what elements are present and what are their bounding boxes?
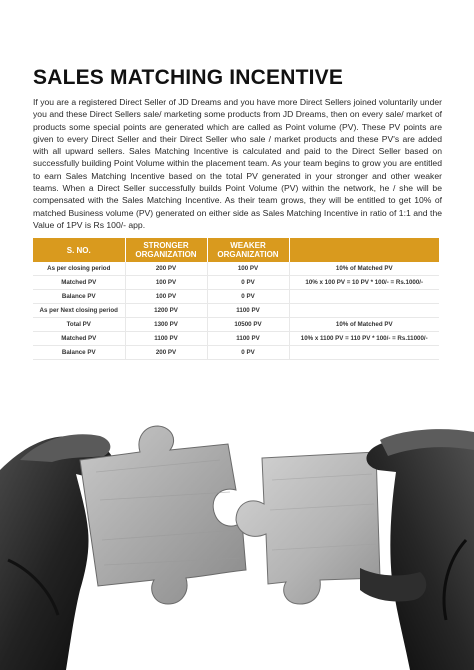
table-row xyxy=(33,290,439,304)
cell-weaker: 100 PV xyxy=(207,262,289,276)
cell-stronger: 1200 PV xyxy=(125,304,207,318)
page-title: SALES MATCHING INCENTIVE xyxy=(33,66,344,89)
cell-weaker: 0 PV xyxy=(207,276,289,290)
cell-stronger: 200 PV xyxy=(125,346,207,360)
cell-calc xyxy=(289,304,439,318)
intro-paragraph: If you are a registered Direct Seller of JD Dreams and you have more Direct Sellers joined voluntarily under you and these Direct Sellers sale/ marketing some products from JD Dreams, then on every sale/ market of products some special points are generated which are called as Point volume (PV). These PV points are given to every Direct Seller and their Direct Seller who sale / market products and these PV's are added with all upward sellers. Sales Matching Incentive is calculated and paid to the Direct Seller based on successfully building Point Volume within the placement team. As your team begins to grow you are entitled to earn Sales Matching Incentive based on the total PV generated in your stronger and other weaker teams. When a Direct Seller successfully builds Point Volume (PV) within the network, he / she will be compensated with the Sales Matching Incentive. As their team grows, they will be entitled to get 10% of matched Business volume (PV) generated on either side as Sales Matching Incentive in ratio of 1:1 and the Value of 1PV is Rs 100/- app. xyxy=(33,97,442,230)
table-row xyxy=(33,262,439,276)
cell-weaker: 1100 PV xyxy=(207,304,289,318)
cell-label: As per closing period xyxy=(33,262,125,276)
cell-calc: 10% of Matched PV xyxy=(289,318,439,332)
table-row xyxy=(33,318,439,332)
cell-calc: 10% x 100 PV = 10 PV * 100/- = Rs.1000/- xyxy=(289,276,439,290)
cell-weaker: 10500 PV xyxy=(207,318,289,332)
header-weaker: WEAKER ORGANIZATION xyxy=(207,238,289,262)
header-sno: S. NO. xyxy=(33,238,125,262)
header-stronger: STRONGER ORGANIZATION xyxy=(125,238,207,262)
cell-calc xyxy=(289,346,439,360)
cell-calc: 10% of Matched PV xyxy=(289,262,439,276)
cell-stronger: 100 PV xyxy=(125,290,207,304)
cell-label: Total PV xyxy=(33,318,125,332)
cell-stronger: 1300 PV xyxy=(125,318,207,332)
cell-label: As per Next closing period xyxy=(33,304,125,318)
table-row xyxy=(33,346,439,360)
cell-label: Balance PV xyxy=(33,346,125,360)
cell-stronger: 100 PV xyxy=(125,276,207,290)
cell-label: Matched PV xyxy=(33,332,125,346)
table-header-row xyxy=(33,238,439,262)
table-row xyxy=(33,276,439,290)
header-calculation xyxy=(289,238,439,262)
cell-weaker: 0 PV xyxy=(207,346,289,360)
cell-calc xyxy=(289,290,439,304)
cell-label: Matched PV xyxy=(33,276,125,290)
matching-incentive-table xyxy=(33,238,439,360)
cell-label: Balance PV xyxy=(33,290,125,304)
cell-weaker: 0 PV xyxy=(207,290,289,304)
table-row xyxy=(33,304,439,318)
cell-stronger: 1100 PV xyxy=(125,332,207,346)
cell-calc: 10% x 1100 PV = 110 PV * 100/- = Rs.11000/- xyxy=(289,332,439,346)
cell-weaker: 1100 PV xyxy=(207,332,289,346)
cell-stronger: 200 PV xyxy=(125,262,207,276)
hands-joining-puzzle-pieces-photo xyxy=(0,400,474,670)
table-row xyxy=(33,332,439,346)
